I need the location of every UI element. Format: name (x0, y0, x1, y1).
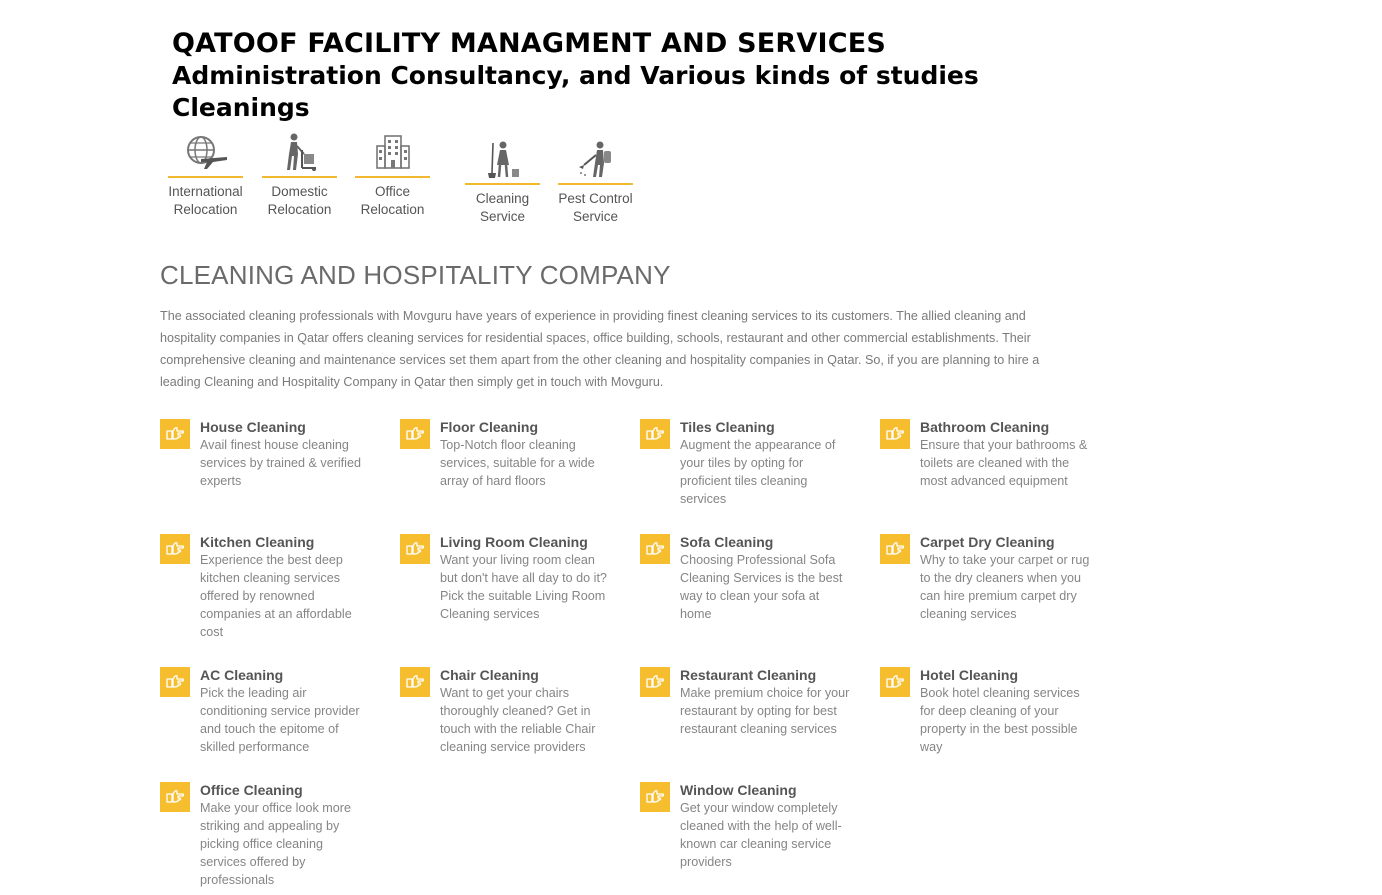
feature-title: Office Cleaning (200, 782, 303, 798)
service-label: Cleaning Service (475, 191, 530, 224)
feature-title: Carpet Dry Cleaning (920, 534, 1055, 550)
feature-badge (640, 419, 670, 449)
feature-badge (160, 419, 190, 449)
feature-title: Restaurant Cleaning (680, 667, 817, 683)
feature-title: Living Room Cleaning (440, 534, 588, 550)
tile-underline (355, 176, 430, 178)
pointing-hand-icon (645, 426, 665, 442)
pointing-hand-icon (645, 674, 665, 690)
mover-trolley-icon (280, 132, 320, 172)
pointing-hand-icon (885, 541, 905, 557)
pointing-hand-icon (885, 674, 905, 690)
feature-desc: Experience the best deep kitchen cleaning services offered by renowned companies at an affordable cost (200, 553, 352, 639)
service-label: Pest Control Service (558, 191, 633, 224)
office-building-icon (373, 132, 413, 172)
pointing-hand-icon (165, 426, 185, 442)
service-tile-pest-control[interactable] (558, 135, 633, 226)
feature-badge (640, 534, 670, 564)
pointing-hand-icon (645, 789, 665, 805)
feature-desc: Want your living room clean but don't have all day to do it? Pick the suitable Living Room Cleaning services (440, 553, 607, 621)
feature-title: Bathroom Cleaning (920, 419, 1050, 435)
feature-desc: Make your office look more striking and appealing by picking office cleaning services offered by professionals (200, 801, 351, 887)
feature-desc: Get your window completely cleaned with the help of well-known car cleaning service providers (680, 801, 842, 869)
page-header (172, 28, 979, 124)
feature-desc: Pick the leading air conditioning service provider and touch the epitome of skilled performance (200, 686, 360, 754)
feature-badge (880, 534, 910, 564)
feature-title: Hotel Cleaning (920, 667, 1019, 683)
service-label: Office Relocation (360, 184, 425, 217)
pointing-hand-icon (405, 426, 425, 442)
feature-desc: Book hotel cleaning services for deep cleaning of your property in the best possible way (920, 686, 1080, 754)
company-tagline: Administration Consultancy, and Various kinds of studies (172, 61, 979, 90)
tile-underline (168, 176, 243, 178)
feature-badge (160, 667, 190, 697)
feature-badge (640, 782, 670, 812)
service-label: Domestic Relocation (267, 184, 332, 217)
service-tile-office-relocation[interactable] (355, 128, 430, 219)
feature-badge (400, 667, 430, 697)
feature-badge (640, 667, 670, 697)
feature-title: Chair Cleaning (440, 667, 539, 683)
feature-desc: Make premium choice for your restaurant by opting for best restaurant cleaning services (680, 686, 850, 736)
feature-desc: Choosing Professional Sofa Cleaning Services is the best way to clean your sofa at home (680, 553, 843, 621)
feature-title: Floor Cleaning (440, 419, 538, 435)
pointing-hand-icon (165, 541, 185, 557)
company-name: QATOOF FACILITY MANAGMENT AND SERVICES (172, 28, 887, 59)
pointing-hand-icon (645, 541, 665, 557)
feature-title: Tiles Cleaning (680, 419, 775, 435)
service-tile-cleaning-service[interactable] (465, 135, 540, 226)
service-label: International Relocation (168, 184, 243, 217)
pointing-hand-icon (405, 541, 425, 557)
plane-globe-icon (183, 132, 229, 172)
service-tile-domestic-relocation[interactable] (262, 128, 337, 219)
feature-badge (160, 534, 190, 564)
feature-desc: Why to take your carpet or rug to the dry cleaners when you can hire premium carpet dry cleaning services (920, 553, 1090, 621)
feature-title: Sofa Cleaning (680, 534, 774, 550)
feature-badge (400, 419, 430, 449)
company-subtitle: Cleanings (172, 93, 310, 122)
section-title: CLEANING AND HOSPITALITY COMPANY (160, 260, 671, 290)
feature-badge (160, 782, 190, 812)
pointing-hand-icon (405, 674, 425, 690)
pointing-hand-icon (165, 674, 185, 690)
feature-desc: Top-Notch floor cleaning services, suitable for a wide array of hard floors (440, 438, 595, 488)
tile-underline (465, 183, 540, 185)
feature-badge (880, 667, 910, 697)
feature-title: Window Cleaning (680, 782, 797, 798)
pest-sprayer-icon (576, 139, 616, 179)
feature-badge (400, 534, 430, 564)
feature-title: AC Cleaning (200, 667, 284, 683)
service-tile-international-relocation[interactable] (168, 128, 243, 219)
feature-title: Kitchen Cleaning (200, 534, 315, 550)
feature-desc: Avail finest house cleaning services by trained & verified experts (200, 438, 361, 488)
feature-badge (880, 419, 910, 449)
tile-underline (262, 176, 337, 178)
feature-desc: Ensure that your bathrooms & toilets are cleaned with the most advanced equipment (920, 438, 1088, 488)
pointing-hand-icon (165, 789, 185, 805)
pointing-hand-icon (885, 426, 905, 442)
feature-title: House Cleaning (200, 419, 306, 435)
tile-underline (558, 183, 633, 185)
section-intro: The associated cleaning professionals with Movguru have years of experience in providing finest cleaning services to its customers. The allied cleaning and hospitality companies in Qatar offers cleaning services for residential spaces, office building, schools, restaurant and other commercial establishments. Their comprehensive cleaning and maintenance services set them apart from the other cleaning and hospitality companies in Qatar. So, if you are planning to hire a leading Cleaning and Hospitality Company in Qatar then simply get in touch with Movguru. (160, 309, 1040, 389)
cleaner-broom-icon (483, 139, 523, 179)
feature-desc: Augment the appearance of your tiles by opting for proficient tiles cleaning services (680, 438, 836, 506)
feature-desc: Want to get your chairs thoroughly cleaned? Get in touch with the reliable Chair cleaning service providers (440, 686, 596, 754)
